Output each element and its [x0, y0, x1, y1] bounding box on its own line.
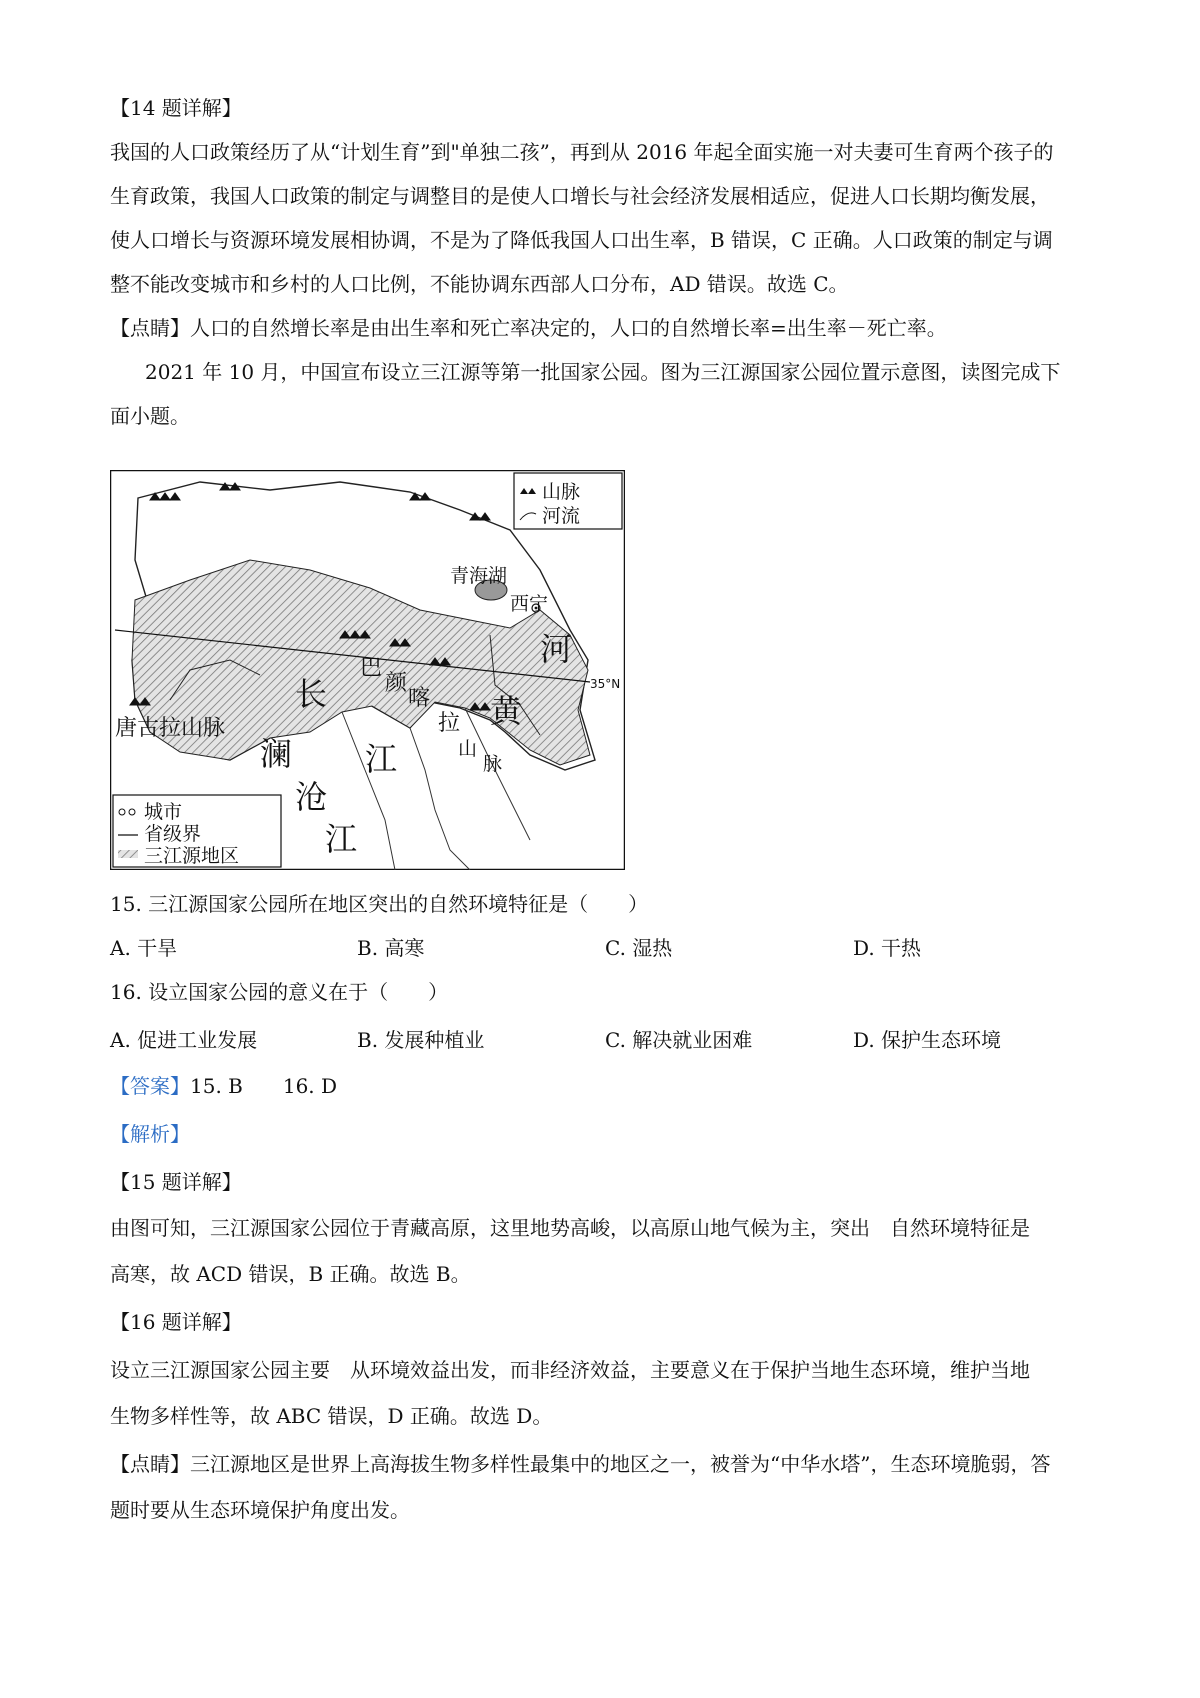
yangtze-char-1: 长: [295, 675, 328, 713]
section14-paragraph-line-3: 使人口增长与资源环境发展相协调，不是为了降低我国人口出生率，B 错误，C 正确。人口政策的制定与调: [110, 228, 1053, 252]
section15-heading: 【15 题详解】: [110, 1170, 242, 1194]
intro-line-2: 面小题。: [110, 404, 190, 428]
section14-note: 【点睛】人口的自然增长率是由出生率和死亡率决定的，人口的自然增长率=出生率－死亡率。: [110, 316, 947, 340]
answer-row: [110, 1072, 1100, 1100]
tanggula-range-label: 唐古拉山脉: [115, 716, 226, 741]
section16-heading: 【16 题详解】: [110, 1310, 242, 1334]
q15-option-d: D. 干热: [853, 936, 922, 960]
section14-heading: 【14 题详解】: [110, 96, 242, 120]
bayan-range-char-6: 脉: [483, 753, 503, 775]
legend-sanjiangyuan-label: 三江源地区: [144, 845, 240, 867]
yellow-river-char-1: 河: [540, 630, 573, 668]
answer-text: 15. B 16. D: [190, 1074, 338, 1098]
lancang-char-2: 沧: [295, 778, 328, 816]
section16-note-line-2: 题时要从生态环境保护角度出发。: [110, 1498, 410, 1522]
section16-paragraph-line-1: 设立三江源国家公园主要 从环境效益出发，而非经济效益，主要意义在于保护当地生态环境，维护当地: [110, 1358, 1030, 1382]
bayan-range-char-4: 拉: [438, 711, 461, 736]
legend-boundary-label: 省级界: [144, 823, 202, 845]
lancang-char-1: 澜: [260, 735, 293, 773]
section14-paragraph-line-1: 我国的人口政策经历了从“计划生育”到"单独二孩”，再到从 2016 年起全面实施一对夫妻可生育两个孩子的: [110, 140, 1054, 164]
yangtze-char-2: 江: [365, 740, 398, 778]
answer-label: 【答案】: [110, 1074, 190, 1098]
yellow-river-char-2: 黄: [490, 692, 523, 730]
sanjiangyuan-map: [110, 470, 625, 870]
bayan-range-char-1: 巴: [360, 656, 383, 681]
question-15-stem: 15. 三江源国家公园所在地区突出的自然环境特征是（ ）: [110, 892, 649, 916]
section16-paragraph-line-2: 生物多样性等，故 ABC 错误，D 正确。故选 D。: [110, 1404, 553, 1428]
intro-line-1: 2021 年 10 月，中国宣布设立三江源等第一批国家公园。图为三江源国家公园位置示意图，读图完成下: [145, 360, 1061, 384]
q16-option-a: A. 促进工业发展: [110, 1028, 258, 1052]
q16-option-c: C. 解决就业困难: [605, 1028, 753, 1052]
legend-mountain-label: 山脉: [542, 481, 581, 503]
bayan-range-char-2: 颜: [385, 671, 408, 696]
latitude-label: 35°N: [590, 677, 621, 691]
q15-option-a: A. 干旱: [110, 936, 178, 960]
bayan-range-char-5: 山: [458, 738, 478, 760]
lancang-char-3: 江: [325, 820, 358, 858]
qinghai-lake-label: 青海湖: [450, 565, 508, 587]
question-16-stem: 16. 设立国家公园的意义在于（ ）: [110, 980, 449, 1004]
legend-river-label: 河流: [542, 505, 581, 527]
q16-option-b: B. 发展种植业: [357, 1028, 485, 1052]
section15-paragraph-line-2: 高寒，故 ACD 错误，B 正确。故选 B。: [110, 1262, 471, 1286]
xining-label: 西宁: [510, 593, 549, 615]
bayan-range-char-3: 喀: [408, 686, 431, 711]
section14-paragraph-line-4: 整不能改变城市和乡村的人口比例，不能协调东西部人口分布，AD 错误。故选 C。: [110, 272, 849, 296]
q16-option-d: D. 保护生态环境: [853, 1028, 1002, 1052]
q15-option-c: C. 湿热: [605, 936, 673, 960]
section15-paragraph-line-1: 由图可知，三江源国家公园位于青藏高原，这里地势高峻，以高原山地气候为主，突出 自然环境特征是: [110, 1216, 1030, 1240]
analysis-label: 【解析】: [110, 1122, 190, 1146]
section16-note-line-1: 【点睛】三江源地区是世界上高海拔生物多样性最集中的地区之一，被誉为“中华水塔”，生态环境脆弱，答: [110, 1452, 1051, 1476]
legend-city-label: 城市: [144, 801, 183, 823]
q15-option-b: B. 高寒: [357, 936, 425, 960]
section14-paragraph-line-2: 生育政策，我国人口政策的制定与调整目的是使人口增长与社会经济发展相适应，促进人口长期均衡发展，: [110, 184, 1050, 208]
